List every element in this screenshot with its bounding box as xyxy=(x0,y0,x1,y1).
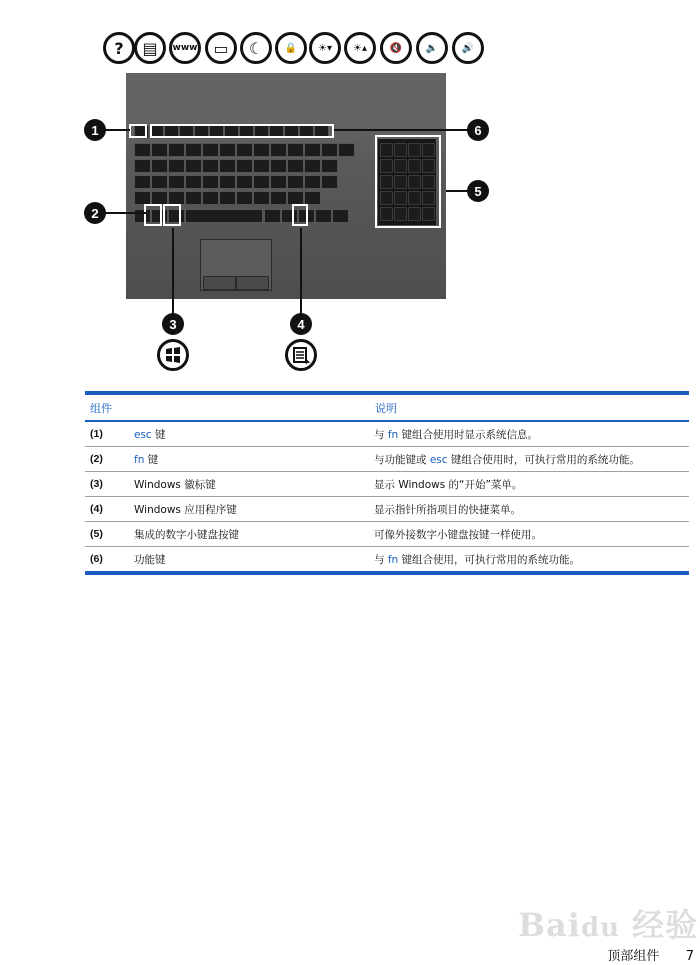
row-number: (6) xyxy=(90,553,103,565)
keyboard-key xyxy=(151,159,168,173)
keyboard-key xyxy=(134,159,151,173)
keyboard-key xyxy=(185,191,202,205)
keyboard-key xyxy=(321,159,338,173)
keyboard-key xyxy=(134,175,151,189)
keyboard-key xyxy=(287,191,304,205)
touchpad xyxy=(200,239,272,291)
keyboard-key xyxy=(202,143,219,157)
touchpad-left-button xyxy=(203,276,236,290)
keyboard-key xyxy=(134,143,151,157)
keyboard-key xyxy=(332,209,349,223)
row-number: (3) xyxy=(90,478,103,490)
callout-3-leader xyxy=(172,228,174,314)
printer-icon: ▤ xyxy=(134,32,166,64)
keyboard-key xyxy=(253,143,270,157)
component-description xyxy=(370,527,689,542)
callout-2: 2 xyxy=(84,202,106,224)
callout-1-leader xyxy=(104,129,130,131)
www-icon: www xyxy=(169,32,201,64)
keyboard-key xyxy=(236,159,253,173)
sleep-moon-icon: ☾ xyxy=(240,32,272,64)
description-key: fn xyxy=(387,428,399,441)
windows-logo-icon xyxy=(157,339,189,371)
keyboard-photo xyxy=(126,73,446,299)
baidu-watermark: Baidu 经验 xyxy=(518,906,699,944)
keyboard-key xyxy=(304,175,321,189)
table-row xyxy=(85,422,689,447)
keyboard-key xyxy=(168,159,185,173)
keyboard-key xyxy=(219,143,236,157)
keyboard-key xyxy=(304,191,321,205)
keyboard-key xyxy=(253,175,270,189)
footer-section: 顶部组件 xyxy=(607,949,660,964)
app-key-highlight xyxy=(292,204,308,226)
row-number: (4) xyxy=(90,503,103,515)
table-bottom-rule xyxy=(85,571,689,575)
application-menu-icon xyxy=(285,339,317,371)
header-component: 组件 xyxy=(90,401,112,415)
description-key: fn xyxy=(387,553,399,566)
keyboard-key xyxy=(321,143,338,157)
keyboard-key xyxy=(287,159,304,173)
component-name-text: Windows 应用程序键 xyxy=(134,503,237,516)
keyboard-key xyxy=(168,191,185,205)
keyboard-key xyxy=(270,143,287,157)
component-name-text: 集成的数字小键盘按键 xyxy=(134,528,239,541)
keyboard-key xyxy=(287,143,304,157)
display-switch-icon: ▭ xyxy=(205,32,237,64)
brightness-down-icon: ☀▾ xyxy=(309,32,341,64)
brightness-up-icon: ☀▴ xyxy=(344,32,376,64)
description-text: 与功能键或 xyxy=(374,453,430,466)
component-name xyxy=(134,502,370,517)
component-description xyxy=(370,502,689,517)
row-number: (2) xyxy=(90,453,103,465)
table-row xyxy=(85,447,689,472)
description-text: 可像外接数字小键盘按键一样使用。 xyxy=(374,528,542,541)
keyboard-key xyxy=(202,191,219,205)
component-table xyxy=(85,391,689,575)
component-name-text: 键 xyxy=(151,428,166,441)
callout-2-leader xyxy=(104,212,146,214)
component-name xyxy=(134,427,370,442)
callout-6: 6 xyxy=(467,119,489,141)
component-description xyxy=(370,452,689,467)
numpad-highlight xyxy=(375,135,441,228)
keyboard-key xyxy=(168,175,185,189)
description-text: 显示指针所指项目的快捷菜单。 xyxy=(374,503,521,516)
description-text: 与 xyxy=(374,428,388,441)
callout-4: 4 xyxy=(290,313,312,335)
description-key: esc xyxy=(429,453,448,466)
description-text-end: 键组合使用，可执行常用的系统功能。 xyxy=(398,553,581,566)
keyboard-figure xyxy=(0,0,700,380)
keyboard-key xyxy=(253,159,270,173)
keyboard-key xyxy=(321,175,338,189)
component-description xyxy=(370,552,689,567)
callout-1: 1 xyxy=(84,119,106,141)
keyboard-top-panel xyxy=(126,73,446,121)
keyboard-key xyxy=(185,175,202,189)
keyboard-key xyxy=(185,209,263,223)
volume-up-icon: 🔊 xyxy=(452,32,484,64)
esc-key-highlight xyxy=(129,124,147,138)
keyboard-key xyxy=(270,191,287,205)
callout-6-leader xyxy=(334,129,470,131)
description-text: 与 xyxy=(374,553,388,566)
component-name-text: Windows 徽标键 xyxy=(134,478,216,491)
mute-icon: 🔇 xyxy=(380,32,412,64)
description-text-end: 键组合使用时，可执行常用的系统功能。 xyxy=(447,453,640,466)
description-text: 显示 Windows 的“开始”菜单。 xyxy=(374,478,523,491)
component-name xyxy=(134,552,370,567)
description-text-end: 键组合使用时显示系统信息。 xyxy=(398,428,539,441)
function-keys-highlight xyxy=(150,124,334,138)
keyboard-key xyxy=(202,159,219,173)
row-number: (1) xyxy=(90,428,103,440)
keyboard-key xyxy=(270,175,287,189)
keyboard-key xyxy=(151,175,168,189)
keyboard-key xyxy=(315,209,332,223)
touchpad-right-button xyxy=(236,276,269,290)
row-number: (5) xyxy=(90,528,103,540)
callout-4-leader xyxy=(300,228,302,314)
callout-3: 3 xyxy=(162,313,184,335)
component-name xyxy=(134,527,370,542)
keyboard-key xyxy=(134,191,151,205)
table-header xyxy=(85,395,689,422)
keyboard-key xyxy=(219,175,236,189)
table-row xyxy=(85,472,689,497)
keyboard-key xyxy=(264,209,281,223)
keyboard-key xyxy=(151,143,168,157)
component-name-text: 键 xyxy=(144,453,159,466)
component-name xyxy=(134,477,370,492)
header-description: 说明 xyxy=(375,401,397,415)
fn-key-highlight xyxy=(144,204,162,226)
keyboard-key xyxy=(236,143,253,157)
keyboard-key xyxy=(270,159,287,173)
windows-key-highlight xyxy=(163,204,181,226)
page-footer xyxy=(607,945,694,964)
component-name-text: 功能键 xyxy=(134,553,166,566)
keyboard-key xyxy=(236,175,253,189)
table-row xyxy=(85,522,689,547)
footer-page-number: 7 xyxy=(685,949,694,964)
lock-icon: 🔒 xyxy=(275,32,307,64)
question-icon: ? xyxy=(103,32,135,64)
keyboard-key xyxy=(202,175,219,189)
keyboard-key xyxy=(304,159,321,173)
keyboard-key xyxy=(253,191,270,205)
callout-5: 5 xyxy=(467,180,489,202)
keyboard-key xyxy=(168,143,185,157)
component-description xyxy=(370,427,689,442)
component-key-name: fn xyxy=(134,453,145,466)
keyboard-key xyxy=(287,175,304,189)
keyboard-key xyxy=(219,159,236,173)
keyboard-key xyxy=(236,191,253,205)
keyboard-key xyxy=(304,143,321,157)
table-row xyxy=(85,547,689,571)
keyboard-key xyxy=(219,191,236,205)
keyboard-key xyxy=(151,191,168,205)
keyboard-key xyxy=(185,143,202,157)
keyboard-key xyxy=(185,159,202,173)
volume-down-icon: 🔉 xyxy=(416,32,448,64)
component-key-name: esc xyxy=(134,428,152,441)
table-row xyxy=(85,497,689,522)
keyboard-key xyxy=(338,143,355,157)
component-name xyxy=(134,452,370,467)
component-description xyxy=(370,477,689,492)
